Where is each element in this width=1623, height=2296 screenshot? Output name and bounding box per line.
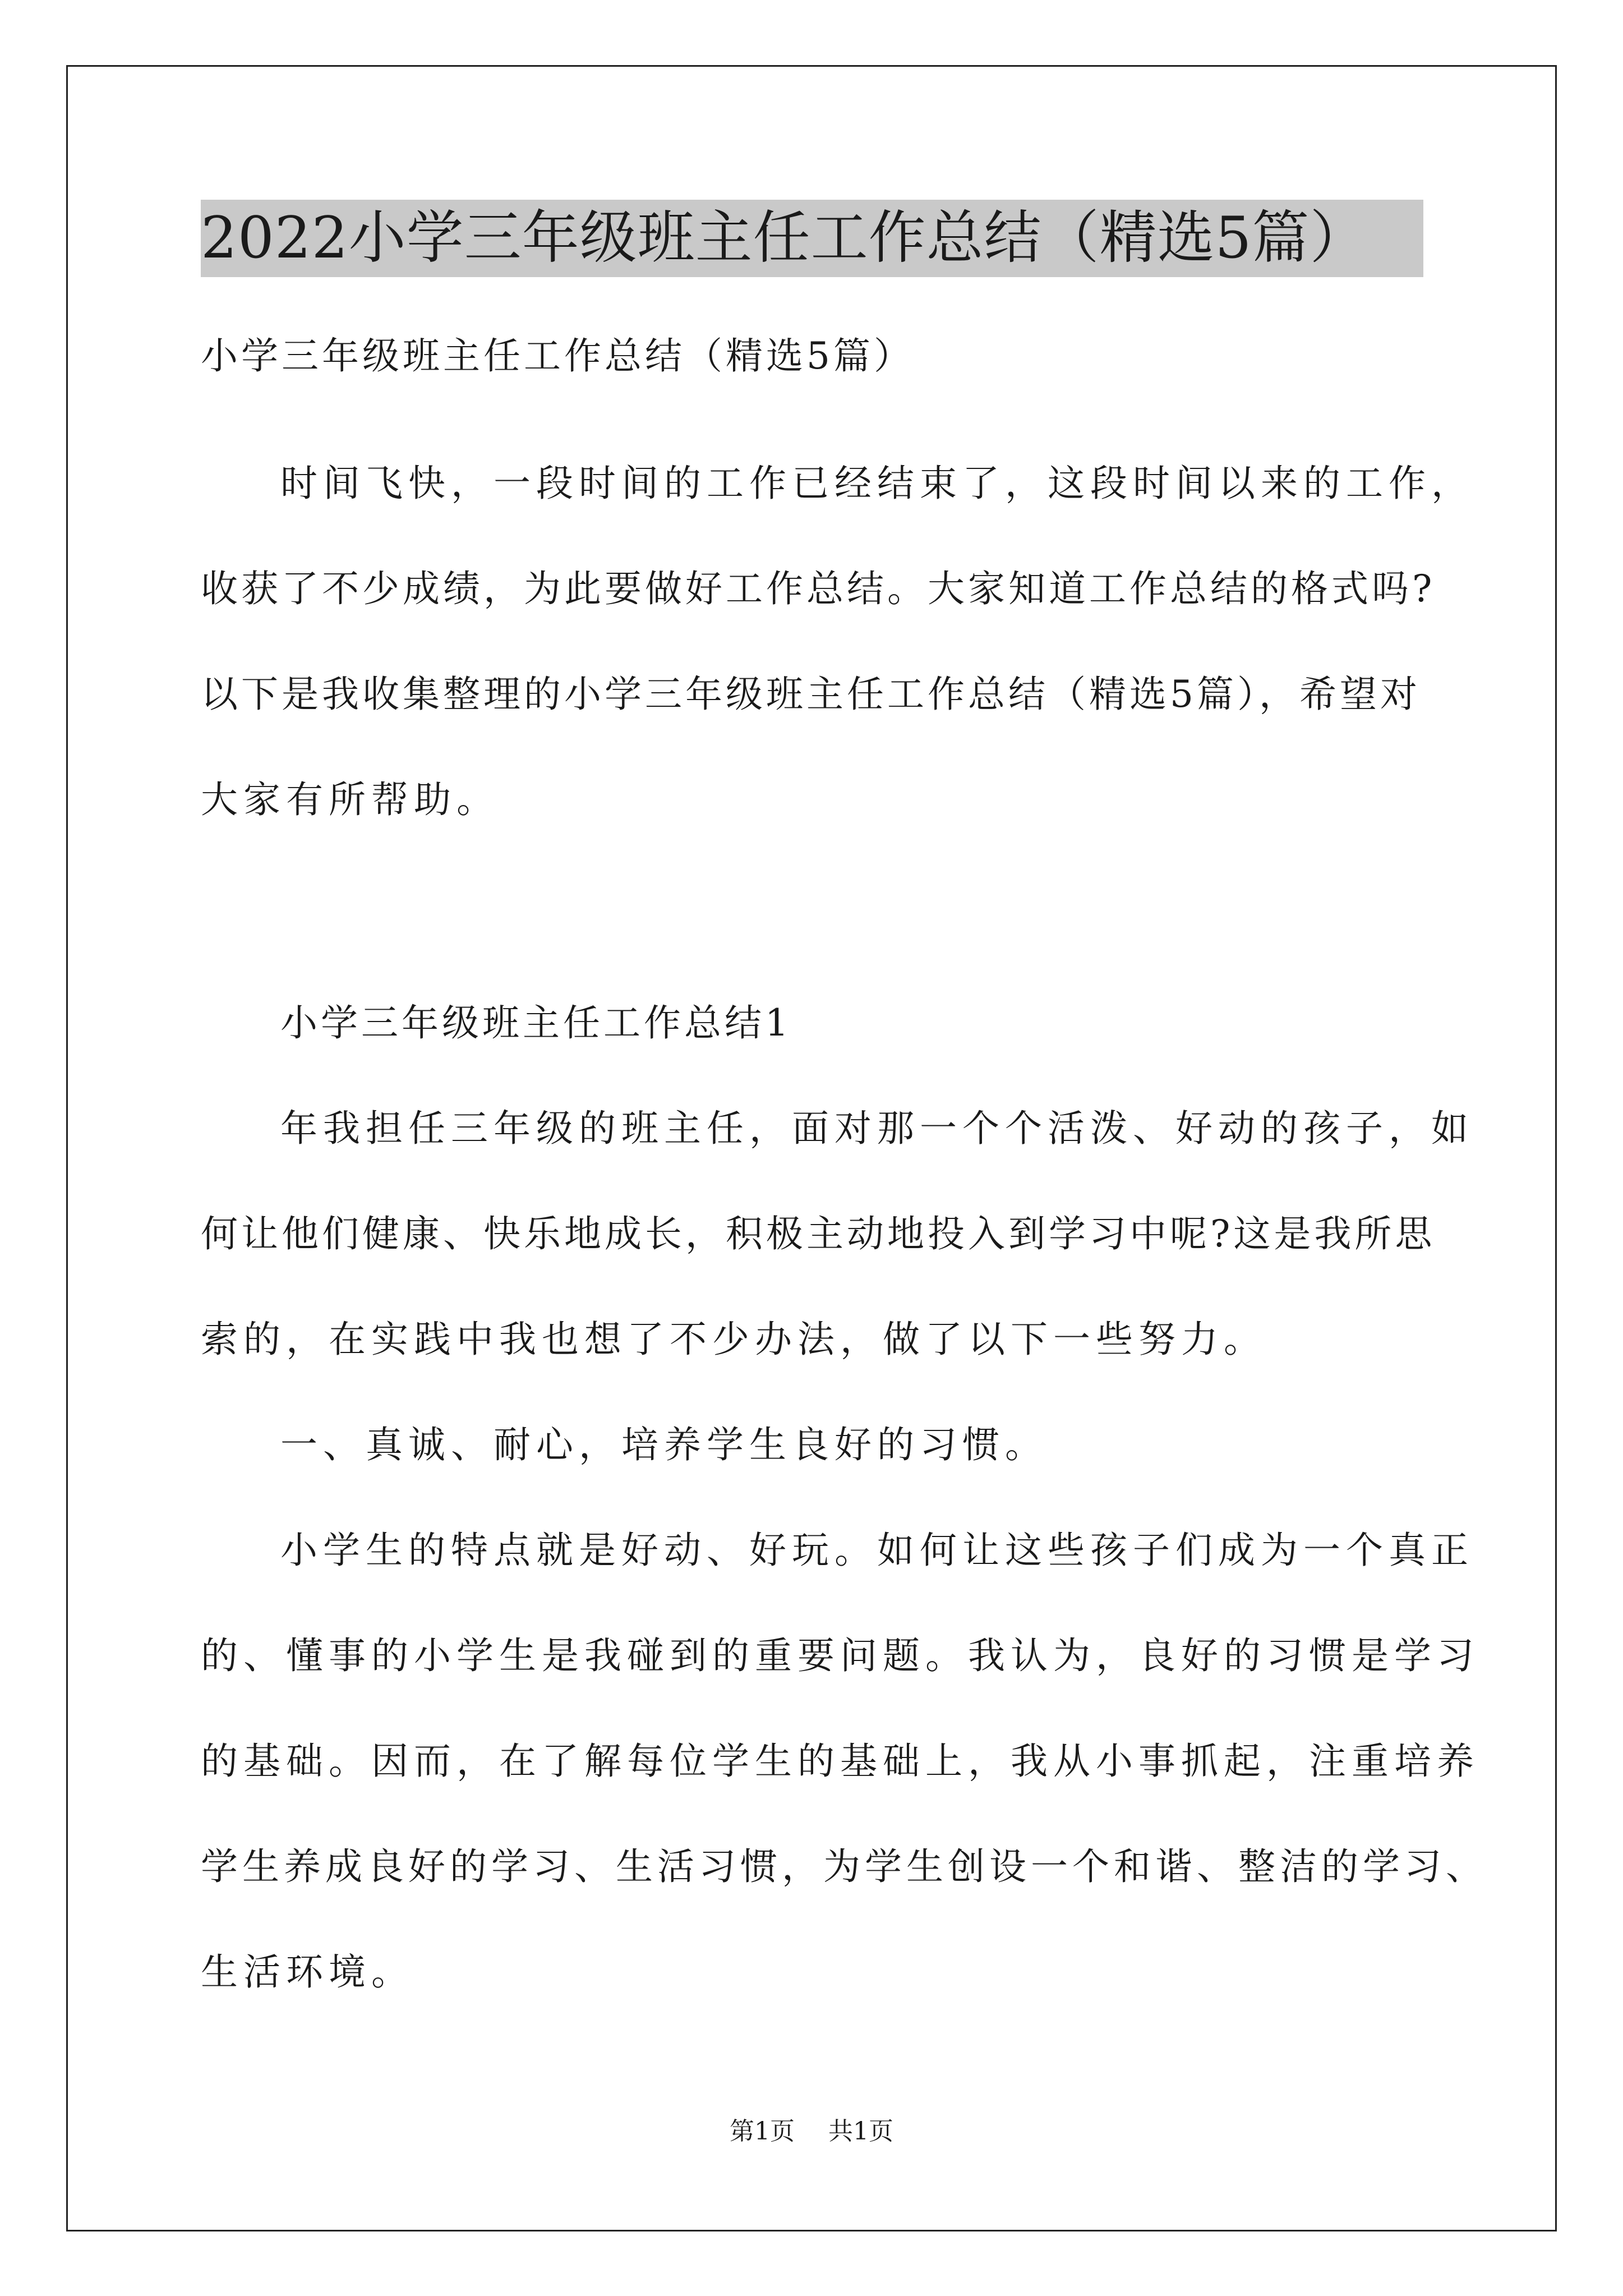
section-heading: 小学三年级班主任工作总结1 bbox=[280, 1001, 792, 1045]
subtitle-line: 小学三年级班主任工作总结（精选5篇） bbox=[201, 334, 914, 378]
paragraph-line: 的、懂事的小学生是我碰到的重要问题。我认为，良好的习惯是学习 bbox=[201, 1634, 1479, 1677]
paragraph-line: 收获了不少成绩，为此要做好工作总结。大家知道工作总结的格式吗? bbox=[201, 567, 1436, 610]
document-title: 2022小学三年级班主任工作总结（精选5篇） bbox=[201, 200, 1423, 277]
paragraph-line: 大家有所帮助。 bbox=[201, 778, 499, 821]
paragraph-line: 学生养成良好的学习、生活习惯，为学生创设一个和谐、整洁的学习、 bbox=[201, 1845, 1487, 1888]
paragraph-line: 生活环境。 bbox=[201, 1950, 414, 1994]
paragraph-line: 年我担任三年级的班主任，面对那一个个活泼、好动的孩子，如 bbox=[280, 1107, 1474, 1150]
paragraph-line: 小学生的特点就是好动、好玩。如何让这些孩子们成为一个真正 bbox=[280, 1529, 1474, 1572]
paragraph-line: 何让他们健康、快乐地成长，积极主动地投入到学习中呢?这是我所思 bbox=[201, 1212, 1436, 1255]
sub-heading: 一、真诚、耐心，培养学生良好的习惯。 bbox=[280, 1423, 1048, 1466]
page-number: 第1页 bbox=[730, 2117, 795, 2146]
page-footer bbox=[0, 2115, 1623, 2148]
paragraph-line: 时间飞快，一段时间的工作已经结束了，这段时间以来的工作， bbox=[280, 462, 1474, 505]
page-count: 共1页 bbox=[828, 2117, 893, 2146]
paragraph-line: 以下是我收集整理的小学三年级班主任工作总结（精选5篇），希望对 bbox=[201, 673, 1421, 716]
paragraph-line: 的基础。因而，在了解每位学生的基础上，我从小事抓起，注重培养 bbox=[201, 1740, 1479, 1783]
paragraph-line: 索的，在实践中我也想了不少办法，做了以下一些努力。 bbox=[201, 1318, 1266, 1361]
